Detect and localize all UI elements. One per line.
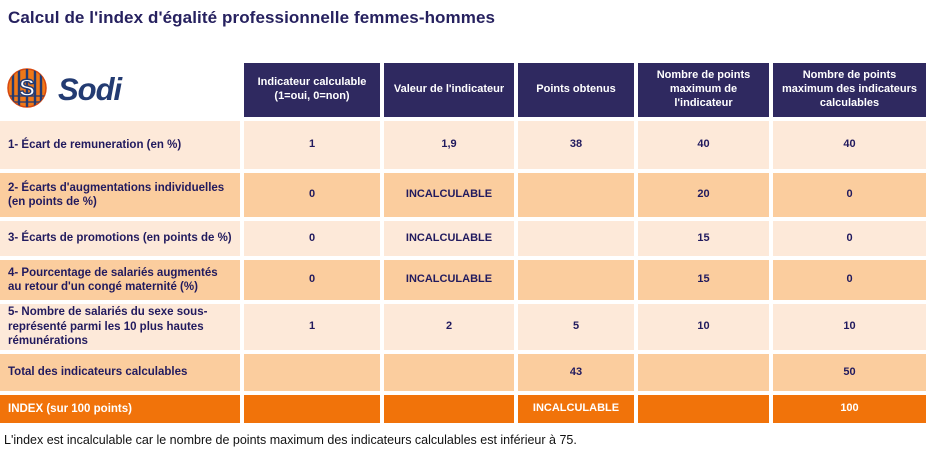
row4-max-indicateur: 15 (638, 260, 769, 300)
row3-points (518, 221, 634, 256)
index-row-calculable (244, 395, 380, 423)
row3-max-indicateur: 15 (638, 221, 769, 256)
row2-calculable: 0 (244, 173, 380, 217)
row5-max-indicateur: 10 (638, 304, 769, 350)
row5-calculable: 1 (244, 304, 380, 350)
header-max-calculables: Nombre de points maximum des indicateurs calculables (773, 63, 926, 117)
row4-label: 4- Pourcentage de salariés augmentés au retour d'un congé maternité (%) (0, 260, 240, 300)
row2-max-indicateur: 20 (638, 173, 769, 217)
row2-max-calculables: 0 (773, 173, 926, 217)
row5-max-calculables: 10 (773, 304, 926, 350)
header-points-obtenus: Points obtenus (518, 63, 634, 117)
row3-label: 3- Écarts de promotions (en points de %) (0, 221, 240, 256)
row4-max-calculables: 0 (773, 260, 926, 300)
row5-valeur: 2 (384, 304, 514, 350)
index-row-label: INDEX (sur 100 points) (0, 395, 240, 423)
row3-max-calculables: 0 (773, 221, 926, 256)
header-max-indicateur: Nombre de points maximum de l'indicateur (638, 63, 769, 117)
total-row-max-calculables: 50 (773, 354, 926, 391)
sodi-wordmark: Sodi (58, 71, 122, 107)
sodi-globe-icon (6, 67, 52, 114)
total-row-points: 43 (518, 354, 634, 391)
row1-max-calculables: 40 (773, 121, 926, 169)
row4-calculable: 0 (244, 260, 380, 300)
footnote: L'index est incalculable car le nombre de points maximum des indicateurs calculables est inférieur à 75. (4, 433, 577, 447)
row1-points: 38 (518, 121, 634, 169)
index-row-max-indicateur (638, 395, 769, 423)
index-row-max-calculables: 100 (773, 395, 926, 423)
row5-label: 5- Nombre de salariés du sexe sous-représenté parmi les 10 plus hautes rémunérations (0, 304, 240, 350)
row3-calculable: 0 (244, 221, 380, 256)
svg-text:S: S (18, 74, 36, 102)
logo-cell (0, 63, 240, 117)
row2-points (518, 173, 634, 217)
row1-label: 1- Écart de remuneration (en %) (0, 121, 240, 169)
total-row-valeur (384, 354, 514, 391)
header-valeur-indicateur: Valeur de l'indicateur (384, 63, 514, 117)
index-row-points: INCALCULABLE (518, 395, 634, 423)
total-row-label: Total des indicateurs calculables (0, 354, 240, 391)
equality-index-table (0, 63, 926, 423)
row1-calculable: 1 (244, 121, 380, 169)
index-row-valeur (384, 395, 514, 423)
total-row-calculable (244, 354, 380, 391)
row2-label: 2- Écarts d'augmentations individuelles (en points de %) (0, 173, 240, 217)
row3-valeur: INCALCULABLE (384, 221, 514, 256)
total-row-max-indicateur (638, 354, 769, 391)
row4-valeur: INCALCULABLE (384, 260, 514, 300)
row4-points (518, 260, 634, 300)
row1-valeur: 1,9 (384, 121, 514, 169)
row2-valeur: INCALCULABLE (384, 173, 514, 217)
row1-max-indicateur: 40 (638, 121, 769, 169)
row5-points: 5 (518, 304, 634, 350)
sodi-logo (6, 67, 121, 114)
page-title: Calcul de l'index d'égalité professionnelle femmes-hommes (8, 8, 496, 27)
header-indicateur-calculable: Indicateur calculable (1=oui, 0=non) (244, 63, 380, 117)
